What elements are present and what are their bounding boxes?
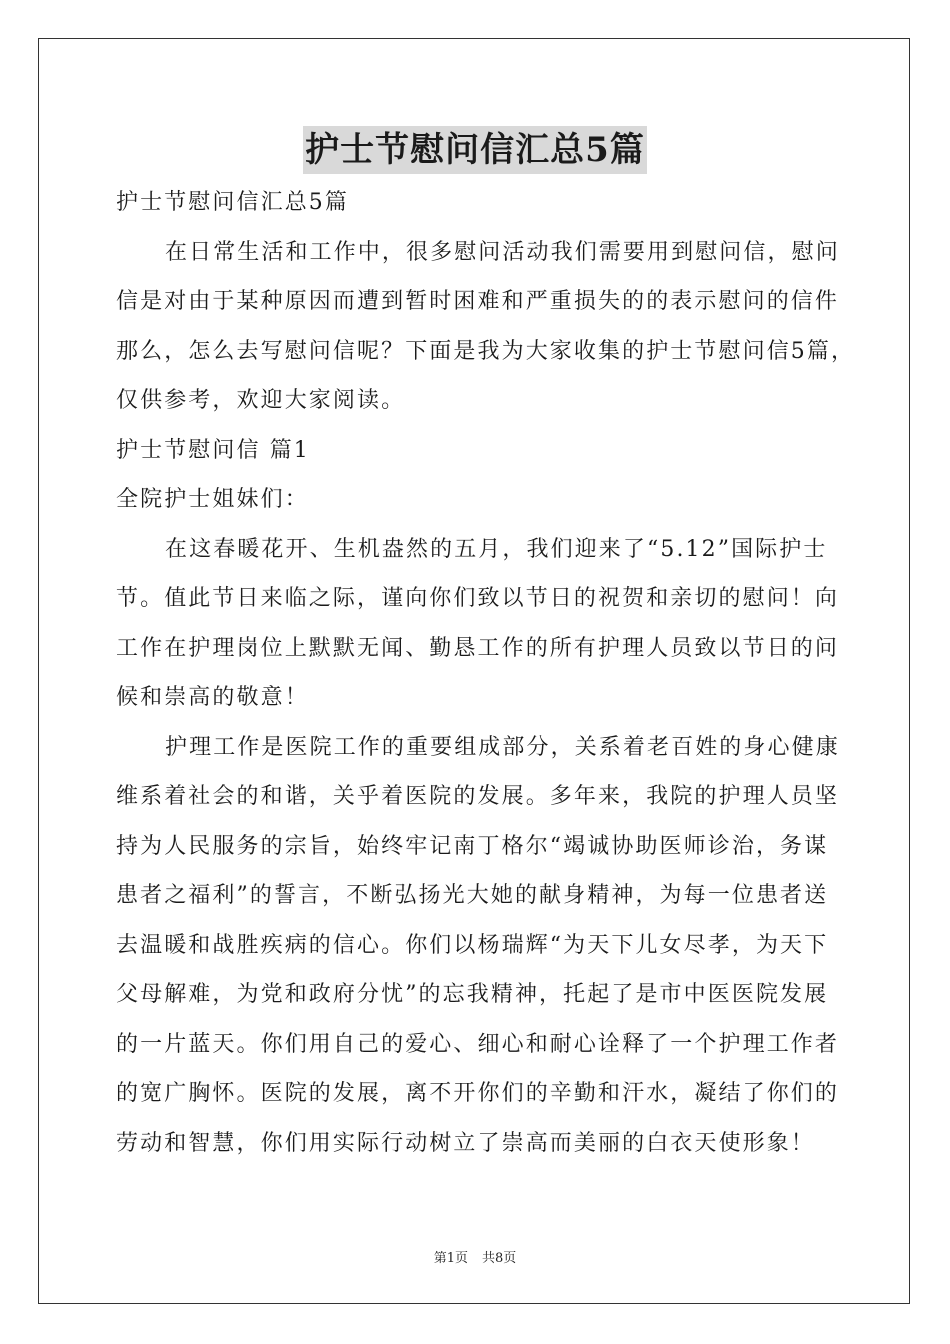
body-line: 患者之福利”的誓言，不断弘扬光大她的献身精神，为每一位患者送: [116, 883, 829, 908]
body-line: 父母解难，为党和政府分忧”的忘我精神，托起了是市中医医院发展: [116, 982, 829, 1007]
body-line: 在这春暖花开、生机盎然的五月，我们迎来了“5.12”国际护士: [165, 536, 828, 562]
body-line: 去温暖和战胜疾病的信心。你们以杨瑞辉“为天下儿女尽孝，为天下: [116, 932, 829, 958]
body-line: 候和崇高的敬意！: [116, 685, 309, 710]
body-line: 劳动和智慧，你们用实际行动树立了崇高而美丽的白衣天使形象！: [116, 1130, 815, 1156]
document-body: [116, 178, 856, 1168]
page-footer: [0, 1247, 950, 1266]
page-total: 共8页: [482, 1251, 517, 1266]
body-line: 工作在护理岗位上默默无闻、勤恳工作的所有护理人员致以节日的问: [116, 635, 840, 661]
body-line: 持为人民服务的宗旨，始终牢记南丁格尔“竭诚协助医师诊治，务谋: [116, 833, 829, 859]
document-title: 护士节慰问信汇总5篇: [303, 126, 647, 174]
page-number: 第1页: [433, 1251, 468, 1266]
body-line: 护士节慰问信汇总5篇: [116, 190, 349, 215]
body-line: 信是对由于某种原因而遭到暂时困难和严重损失的的表示慰问的信件: [116, 289, 840, 314]
body-line: 节。值此节日来临之际，谨向你们致以节日的祝贺和亲切的慰问！向: [116, 586, 840, 611]
body-line: 仅供参考，欢迎大家阅读。: [116, 388, 406, 413]
title-container: [0, 126, 950, 174]
body-line: 护理工作是医院工作的重要组成部分，关系着老百姓的身心健康: [165, 734, 840, 760]
body-line: 维系着社会的和谐，关乎着医院的发展。多年来，我院的护理人员坚: [116, 784, 840, 809]
body-line: 在日常生活和工作中，很多慰问活动我们需要用到慰问信，慰问: [165, 239, 840, 265]
body-line: 的宽广胸怀。医院的发展，离不开你们的辛勤和汗水，凝结了你们的: [116, 1081, 840, 1106]
section-heading: 护士节慰问信 篇1: [116, 437, 310, 463]
body-line: 那么，怎么去写慰问信呢？下面是我为大家收集的护士节慰问信5篇，: [116, 338, 856, 364]
body-line: 的一片蓝天。你们用自己的爱心、细心和耐心诠释了一个护理工作者: [116, 1031, 840, 1057]
salutation: 全院护士姐妹们：: [116, 487, 309, 512]
